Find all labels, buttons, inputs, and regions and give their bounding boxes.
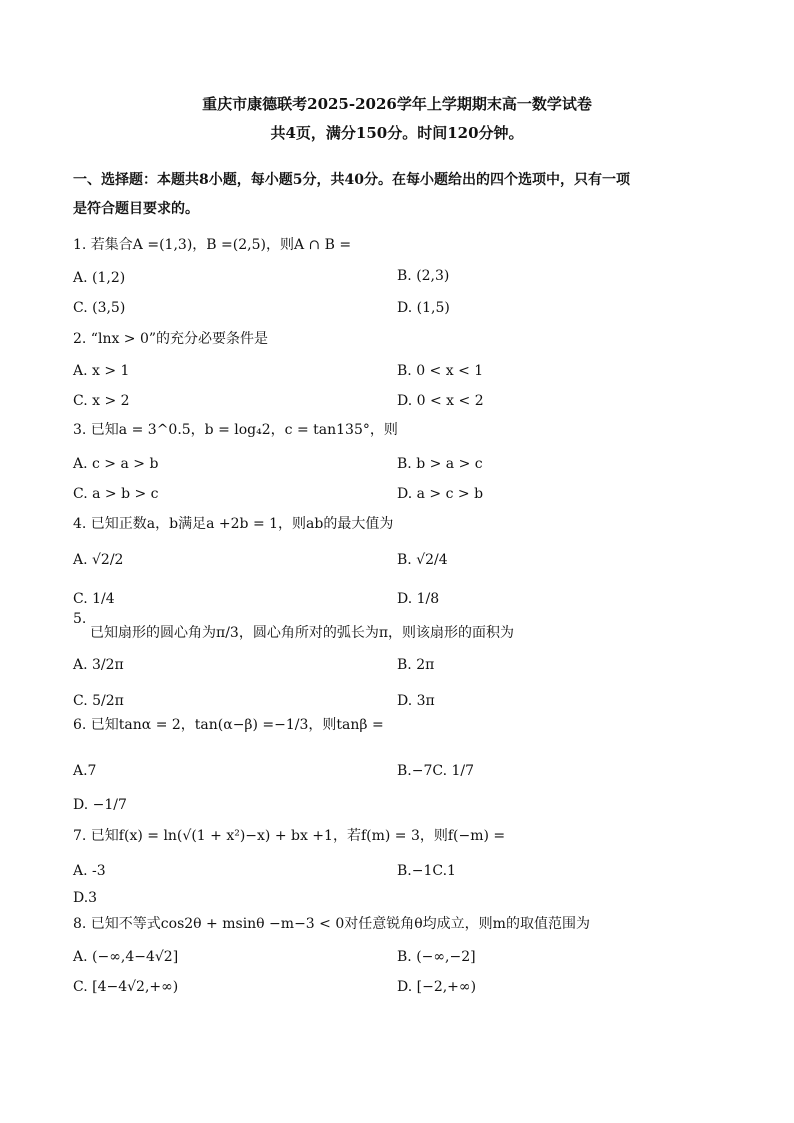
option-c: C. x > 2 <box>73 393 130 409</box>
option-c: C. (3,5) <box>73 300 126 316</box>
question-stem: 3. 已知a = 3^0.5，b = log₄2，c = tan135°，则 <box>73 422 398 438</box>
option-c: C. [4−4√2,+∞) <box>73 979 179 995</box>
section-heading-cont: 是符合题目要求的。 <box>73 201 199 217</box>
option-b: B. √2/4 <box>397 552 448 568</box>
option-a: A. √2/2 <box>73 552 124 568</box>
option-b: B.−1C.1 <box>397 863 456 879</box>
option-c: C. a > b > c <box>73 486 159 502</box>
question-stem: 已知扇形的圆心角为π/3，圆心角所对的弧长为π，则该扇形的面积为 <box>90 625 515 641</box>
section-heading: 一、选择题：本题共8小题，每小题5分，共40分。在每小题给出的四个选项中，只有一项 <box>73 172 630 188</box>
option-b: B. (−∞,−2] <box>397 949 476 965</box>
option-d: D.3 <box>73 890 98 906</box>
option-b: B. 0 < x < 1 <box>397 363 484 379</box>
question-stem: 8. 已知不等式cos2θ + msinθ −m−3 < 0对任意锐角θ均成立，则m的取值范围为 <box>73 916 590 932</box>
option-c: C. 5/2π <box>73 693 124 709</box>
option-a: A. (1,2) <box>73 270 126 286</box>
option-d: D. 1/8 <box>397 591 440 607</box>
question-number: 5. <box>73 611 87 627</box>
option-d: D. (1,5) <box>397 300 450 316</box>
option-d: D. 0 < x < 2 <box>397 393 484 409</box>
option-b: B. (2,3) <box>397 268 450 284</box>
option-c: C. 1/4 <box>73 591 115 607</box>
option-d: D. 3π <box>397 693 435 709</box>
option-b: B.−7C. 1/7 <box>397 763 475 779</box>
option-b: B. b > a > c <box>397 456 483 472</box>
question-stem: 2. “lnx > 0”的充分必要条件是 <box>73 331 269 347</box>
option-a: A. 3/2π <box>73 657 124 673</box>
question-stem: 7. 已知f(x) = ln(√(1 + x²)−x) + bx +1，若f(m) = 3，则f(−m) = <box>73 828 506 844</box>
question-stem: 1. 若集合A =(1,3)，B =(2,5)，则A ∩ B = <box>73 237 352 253</box>
question-stem: 4. 已知正数a，b满足a +2b = 1，则ab的最大值为 <box>73 516 394 532</box>
option-a: A. (−∞,4−4√2] <box>73 949 179 965</box>
option-d: D. [−2,+∞) <box>397 979 477 995</box>
option-a: A. -3 <box>73 863 106 879</box>
exam-subtitle: 共4页，满分150分。时间120分钟。 <box>270 124 524 142</box>
option-d: D. a > c > b <box>397 486 484 502</box>
option-d: D. −1/7 <box>73 797 127 813</box>
question-stem: 6. 已知tanα = 2，tan(α−β) =−1/3，则tanβ = <box>73 717 384 733</box>
exam-title: 重庆市康德联考2025-2026学年上学期期末高一数学试卷 <box>202 95 592 113</box>
option-a: A. x > 1 <box>73 363 130 379</box>
option-a: A.7 <box>73 763 97 779</box>
option-a: A. c > a > b <box>73 456 159 472</box>
option-b: B. 2π <box>397 657 435 673</box>
